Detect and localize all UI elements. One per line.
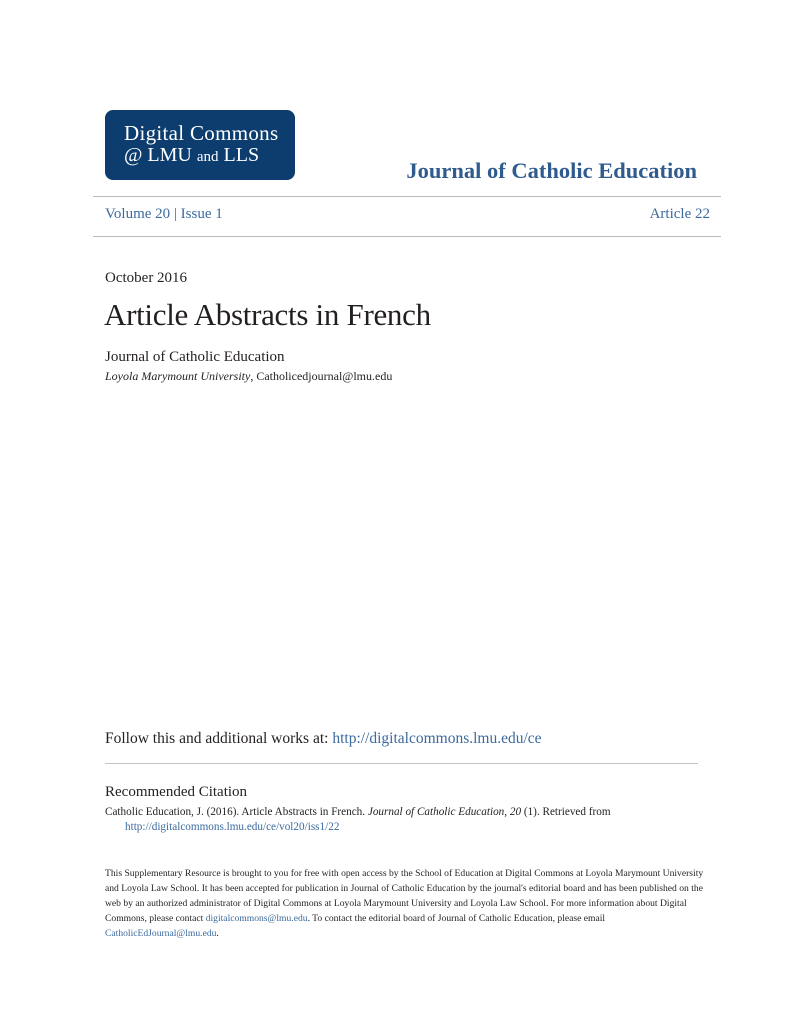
footer-text2: . To contact the editorial board of Journal of Catholic Education, please email bbox=[307, 913, 606, 924]
volume-link[interactable]: Volume 20 bbox=[105, 206, 171, 222]
issue-link[interactable]: Issue 1 bbox=[180, 206, 223, 222]
logo-lls: LLS bbox=[223, 144, 260, 166]
citation-url-line bbox=[105, 820, 705, 835]
volume-issue-bar bbox=[105, 206, 223, 223]
digitalcommons-email-link[interactable]: digitalcommons@lmu.edu bbox=[205, 913, 308, 924]
author-email: , Catholicedjournal@lmu.edu bbox=[250, 369, 393, 383]
digital-commons-logo[interactable] bbox=[105, 110, 295, 180]
collection-link[interactable]: http://digitalcommons.lmu.edu/ce bbox=[332, 730, 542, 747]
logo-lmu: @ LMU bbox=[124, 144, 192, 166]
volume-issue-separator: | bbox=[173, 206, 177, 222]
logo-and: and bbox=[196, 149, 219, 165]
footer-text3: . bbox=[216, 928, 219, 939]
logo-line1: Digital Commons bbox=[124, 121, 279, 145]
open-access-statement bbox=[105, 866, 705, 941]
journal-title-link[interactable]: Journal of Catholic Education bbox=[406, 158, 697, 183]
author-affiliation bbox=[105, 369, 392, 384]
citation-line bbox=[105, 805, 705, 820]
follow-line bbox=[105, 730, 542, 748]
publication-date: October 2016 bbox=[105, 270, 188, 286]
header-divider-bottom bbox=[93, 236, 721, 237]
citation-url-link[interactable]: http://digitalcommons.lmu.edu/ce/vol20/iss1/22 bbox=[125, 821, 340, 833]
article-number-link[interactable]: Article 22 bbox=[649, 206, 710, 222]
follow-label: Follow this and additional works at: bbox=[105, 730, 333, 747]
citation-text1: Catholic Education, J. (2016). Article Abstracts in French. bbox=[105, 806, 368, 818]
editorial-email-link[interactable]: CatholicEdJournal@lmu.edu bbox=[105, 928, 217, 939]
article-title: Article Abstracts in French bbox=[104, 297, 431, 332]
citation-heading: Recommended Citation bbox=[105, 784, 248, 800]
follow-divider bbox=[105, 763, 698, 764]
citation-text2: (1). Retrieved from bbox=[521, 806, 611, 818]
citation-journal: Journal of Catholic Education, 20 bbox=[367, 806, 522, 818]
author-name: Journal of Catholic Education bbox=[105, 349, 285, 365]
footer-text1: This Supplementary Resource is brought to you for free with open access by the School of Education at Digital Commons at Loyola Marymount University and Loyola Law School. It has been accepted for publication in Journal of Catholic Education by the journal's editorial board and has been published on the web by an authorized administrator of Digital Commons at Loyola Marymount University and Loyola Law School. For more information about Digital Commons, please contact bbox=[105, 868, 704, 924]
header-divider-top bbox=[93, 196, 721, 197]
citation-body bbox=[105, 805, 705, 835]
affiliation-name: Loyola Marymount University bbox=[105, 369, 251, 383]
logo-line2 bbox=[124, 144, 295, 169]
